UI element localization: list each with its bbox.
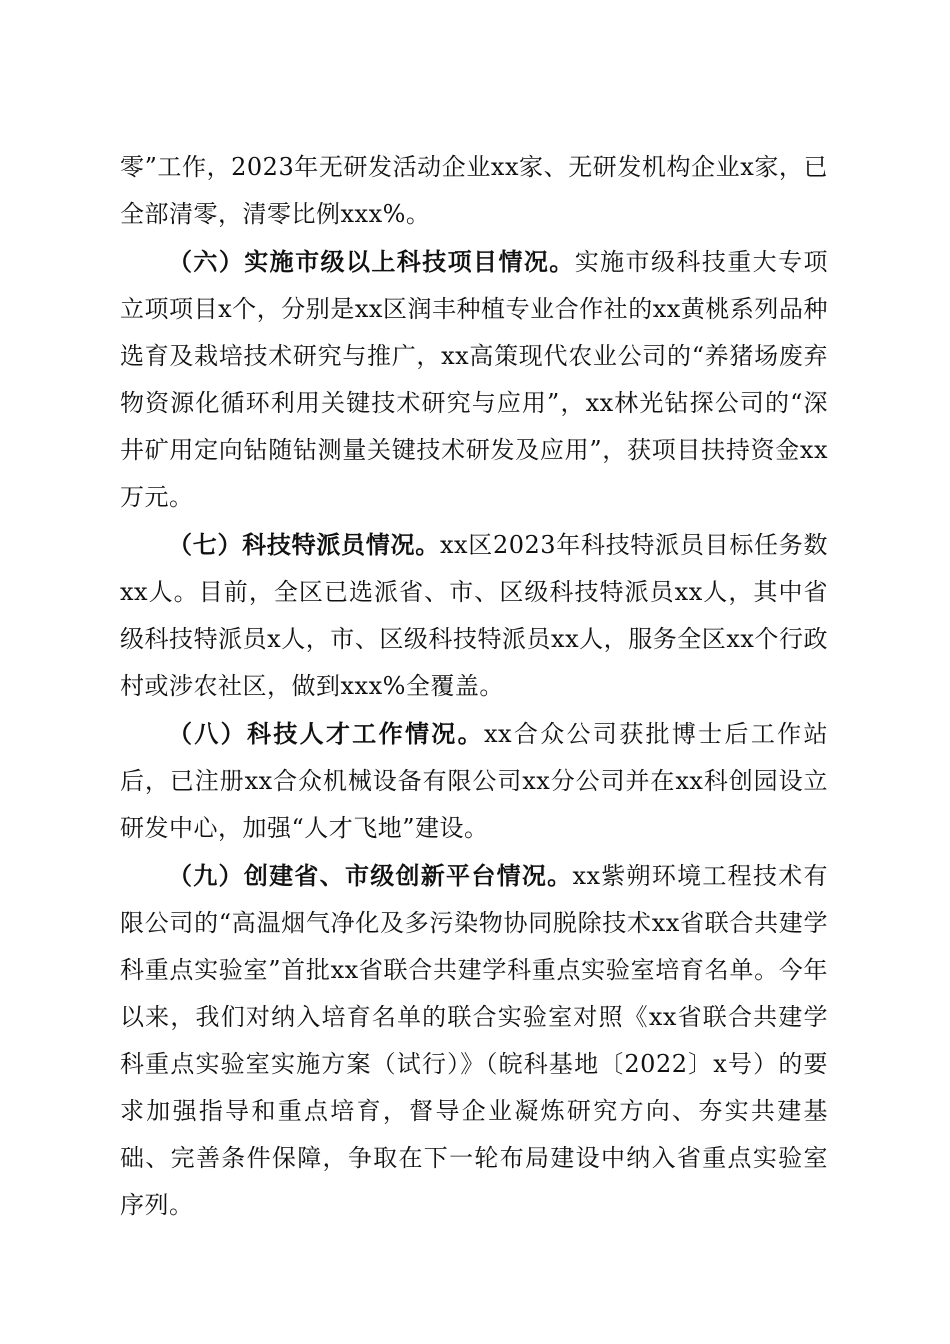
paragraph-section-7 <box>120 521 828 710</box>
document-body <box>120 144 828 1229</box>
section-heading: （九）创建省、市级创新平台情况。 <box>168 861 573 890</box>
paragraph-section-9 <box>120 852 828 1229</box>
paragraph-section-6 <box>120 238 828 521</box>
paragraph-text: xx区2023年科技特派员目标任务数xx人。目前，全区已选派省、市、区级科技特派员xx人，其中省级科技特派员x人，市、区级科技特派员xx人，服务全区xx个行政村或涉农社区，做到xxx%全覆盖。 <box>120 531 828 700</box>
paragraph-continued <box>120 144 828 238</box>
paragraph-text: 零”工作，2023年无研发活动企业xx家、无研发机构企业x家，已全部清零，清零比例xxx%。 <box>120 153 828 228</box>
section-heading: （六）实施市级以上科技项目情况。 <box>168 247 575 276</box>
paragraph-text: xx紫朔环境工程技术有限公司的“高温烟气净化及多污染物协同脱除技术xx省联合共建学科重点实验室”首批xx省联合共建学科重点实验室培育名单。今年以来，我们对纳入培育名单的联合实验室对照《xx省联合共建学科重点实验室实施方案（试行）》（皖科基地〔2022〕x号）的要求加强指导和重点培育，督导企业凝炼研究方向、夯实共建基础、完善条件保障，争取在下一轮布局建设中纳入省重点实验室序列。 <box>120 862 828 1219</box>
section-heading: （七）科技特派员情况。 <box>168 530 440 559</box>
section-heading: （八）科技人才工作情况。 <box>168 719 484 748</box>
paragraph-text: xx合众公司获批博士后工作站后，已注册xx合众机械设备有限公司xx分公司并在xx科创园设立研发中心，加强“人才飞地”建设。 <box>120 720 828 842</box>
paragraph-text: 实施市级科技重大专项立项项目x个，分别是xx区润丰种植专业合作社的xx黄桃系列品种选育及栽培技术研究与推广，xx高策现代农业公司的“养猪场废弃物资源化循环利用关键技术研究与应用”，xx林光钻探公司的“深井矿用定向钻随钻测量关键技术研发及应用”，获项目扶持资金xx万元。 <box>120 248 828 511</box>
paragraph-section-8 <box>120 710 828 852</box>
